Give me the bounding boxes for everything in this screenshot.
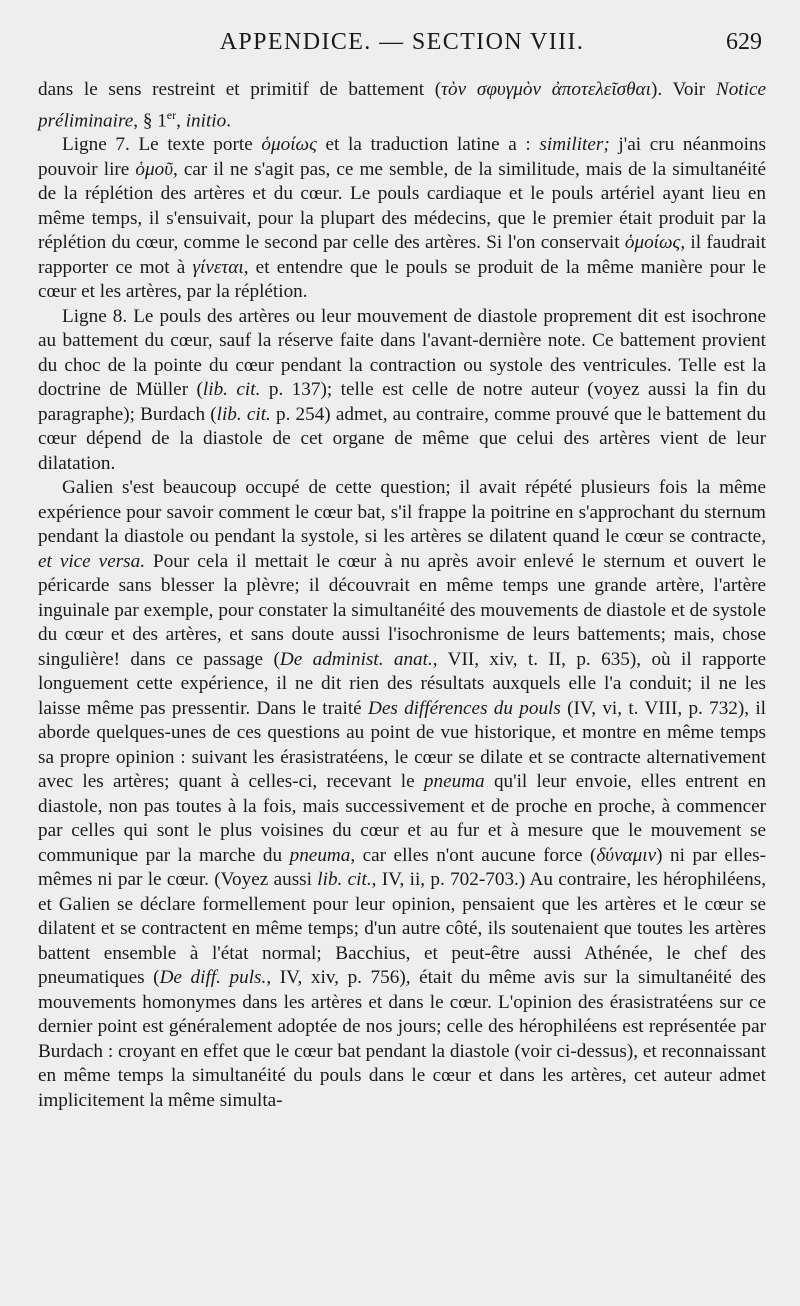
text-run: , il faudrait rapporter ce mot à [38, 232, 766, 278]
text-run: p. 254) admet, au contraire, comme prouvé que le battement du cœur dépend de la diastole de cet organe de même que celui des artères vient de leur dilatation. [38, 403, 766, 474]
paragraph [38, 133, 766, 305]
italic-text: lib. cit. [202, 379, 261, 401]
italic-text: initio [185, 109, 227, 131]
superscript-text: er [166, 107, 177, 122]
italic-text: ὁμοίως [261, 134, 317, 156]
italic-text: pneuma [423, 771, 485, 793]
italic-text: ὁμοίως [624, 232, 681, 254]
text-run: dans le sens restreint et primitif de battement ( [38, 79, 442, 100]
text-run: , car elles n'ont aucune force ( [350, 844, 597, 866]
paragraph [38, 78, 766, 133]
running-title: APPENDICE. — SECTION VIII. [219, 29, 585, 55]
italic-text: lib. cit. [216, 403, 271, 425]
text-run: , IV, xiv, p. 756), était du même avis sur la simultanéité des mouvements homonymes dans les artères et dans le cœur. L'opinion des érasistratéens sur ce dernier point est généralement adoptée de nos jours; celle des hérophiléens est représentée par Burdach : croyant en effet que le cœur bat pendant la diastole (voir ci-dessus), et reconnaissant en même temps la simultanéité du pouls dans le cœur et dans les artères, cet auteur admet implicitement la même simulta- [38, 967, 767, 1111]
text-run: , VII, xiv, t. II, p. 635), où il rapporte longuement cette expérience, il ne dit rien des résultats auxquels elle l'a conduit; il ne les laisse même pas pressentir. Dans le traité [38, 648, 766, 719]
text-run: , [176, 109, 186, 131]
page-number: 629 [726, 29, 762, 55]
italic-text: Notice préliminaire [38, 79, 766, 131]
italic-text: Des différences du pouls [367, 697, 561, 719]
italic-text: γίνεται [192, 256, 244, 278]
italic-text: ὁμοῦ [135, 158, 174, 180]
text-run: (IV, vi, t. VIII, p. 732), il aborde quelques-unes de ces questions au point de vue historique, et montre en même temps sa propre opinion : suivant les érasistratéens, le cœur se dilate et se contracte alternativement avec les artères; quant à celles-ci, recevant le [38, 697, 766, 793]
paragraph [38, 476, 766, 1113]
text-run: , IV, ii, p. 702-703.) Au contraire, les hérophiléens, et Galien se déclare formellement pour leur opinion, pensaient que les artères et le cœur se dilatent et se contractent en même temps; d'un autre côté, ils soutenaient que toutes les artères battent ensemble à l'état normal; Bacchius, et peut-être aussi Athénée, le chef des pneumatiques ( [38, 869, 766, 989]
text-run: ). Voir [650, 79, 716, 100]
italic-text: De diff. puls. [159, 967, 267, 989]
text-run: , car il ne s'agit pas, ce me semble, de la similitude, mais de la simultanéité de la réplétion des artères et du cœur. Le pouls cardiaque et le pouls artériel ayant lieu en même temps, il s'ensuivait, pour la plupart des médecins, que le premier était produit par la réplétion du cœur, comme le second par celle des artères. Si l'on conservait [38, 158, 766, 254]
italic-text: similiter; [539, 134, 610, 156]
text-run: , et entendre que le pouls se produit de la même manière pour le cœur et les artères, par la réplétion. [38, 256, 766, 303]
text-run: Ligne 7. Le texte porte [62, 134, 262, 156]
italic-text: δύναμιν [596, 844, 657, 866]
text-run: Pour cela il mettait le cœur à nu après avoir enlevé le sternum et ouvert le péricarde sans blesser la plèvre; il découvrait en même temps une grande artère, l'artère inguinale par exemple, pour constater la simultanéité des mouvements de diastole et de systole du cœur et des artères, et sans doute aussi l'isochronisme de leurs battements; mais, chose singulière! dans ce passage ( [38, 550, 766, 670]
paragraph [38, 305, 766, 477]
italic-text: et vice versa. [38, 550, 146, 572]
italic-text: τὸν σφυγμὸν ἀποτελεῖσθαι [441, 79, 651, 100]
text-run: j'ai cru néanmoins pouvoir lire [38, 134, 766, 180]
text-run: p. 137); telle est celle de notre auteur (voyez aussi la fin du paragraphe); Burdach ( [38, 379, 766, 425]
italic-text: pneuma [289, 844, 351, 866]
running-head [38, 0, 766, 78]
body-text [38, 78, 766, 1113]
text-run: Ligne 8. Le pouls des artères ou leur mouvement de diastole proprement dit est isochrone au battement du cœur, sauf la réserve faite dans l'avant-dernière note. Ce battement provient du choc de la pointe du cœur pendant la contraction ou systole des ventricules. Telle est la doctrine de Müller ( [38, 305, 766, 401]
text-run: ) ni par elles-mêmes ni par le cœur. (Voyez aussi [38, 844, 766, 891]
italic-text: lib. cit. [317, 869, 372, 891]
text-run: . [226, 109, 232, 131]
text-run: , § 1 [133, 109, 167, 131]
text-run: et la traduction latine a : [316, 134, 540, 156]
italic-text: De administ. anat. [279, 648, 433, 670]
text-run: Galien s'est beaucoup occupé de cette question; il avait répété plusieurs fois la même expérience pour savoir comment le cœur bat, s'il frappe la poitrine en s'approchant du sternum pendant la diastole ou pendant la systole, si les artères se dilatent quand le cœur se contracte, [38, 477, 766, 548]
text-run: qu'il leur envoie, elles entrent en diastole, non pas toutes à la fois, mais successivement et de proche en proche, à commencer par celles qui sont le plus voisines du cœur et au fur et à mesure que le mouvement se communique par la marche du [38, 771, 767, 866]
